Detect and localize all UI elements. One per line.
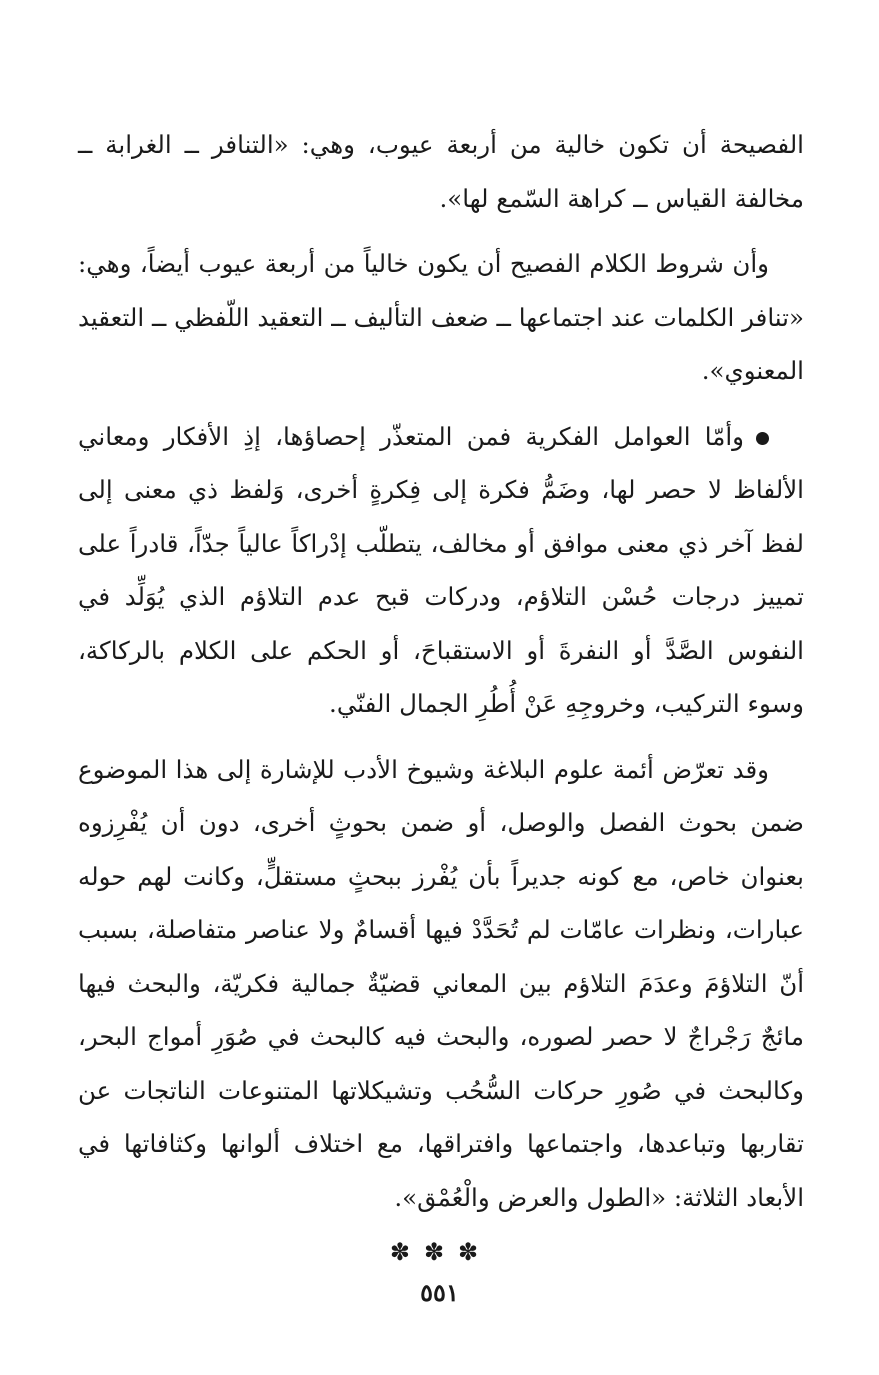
bullet-icon xyxy=(756,432,769,445)
paragraph-4: وقد تعرّض أئمة علوم البلاغة وشيوخ الأدب للإشارة إلى هذا الموضوع ضمن بحوث الفصل والوصل، أو ضمن بحوثٍ أخرى، دون أن يُفْرِزوه بعنوان خاص، مع كونه جديراً بأن يُفْرز ببحثٍ مستقلٍّ، وكانت لهم حوله عبارات، ونظرات عامّات لم تُحَدَّدْ فيها أقسامٌ ولا عناصر متفاصلة، بسبب أنّ التلاؤمَ وعدَمَ التلاؤم بين المعاني قضيّةٌ جمالية فكريّة، والبحث فيها مائجٌ رَجْراجٌ لا حصر لصوره، والبحث فيه كالبحث في صُوَرِ أمواج البحر، وكالبحث في صُورِ حركات السُّحُب وتشيكلاتها المتنوعات الناتجات عن تقاربها وتباعدها، واجتماعها وافتراقها، مع اختلاف ألوانها وكثافاتها في الأبعاد الثلاثة: «الطول والعرض والْعُمْق». xyxy=(78,754,804,1212)
paragraph-2: وأن شروط الكلام الفصيح أن يكون خالياً من أربعة عيوب أيضاً، وهي: «تنافر الكلمات عند اجتماعها ــ ضعف التأليف ــ التعقيد اللّفظي ــ التعقيد المعنوي». xyxy=(78,249,804,385)
paragraph-3 xyxy=(78,410,804,731)
paragraph-1: الفصيحة أن تكون خالية من أربعة عيوب، وهي: «التنافر ــ الغرابة ــ مخالفة القياس ــ كراهة السّمع لها». xyxy=(78,130,804,213)
paragraph-3-text: وأمّا العوامل الفكرية فمن المتعذّر إحصاؤها، إذِ الأفكار ومعاني الألفاظ لا حصر لها، وضَمُّ فكرة إلى فِكرةٍ أخرى، وَلفظ ذي معنى إلى لفظ آخر ذي معنى موافق أو مخالف، يتطلّب إدْراكاً عالياً جدّاً، قادراً على تمييز درجات حُسْن التلاؤم، ودركات قبح عدم التلاؤم الذي يُوَلِّد في النفوس الصَّدَّ أو النفرةَ أو الاستقباحَ، أو الحكم على الكلام بالركاكة، وسوء التركيب، وخروجِهِ عَنْ أُطُرِ الجمال الفنّي. xyxy=(78,421,804,718)
page-number: ٥٥١ xyxy=(420,1278,459,1307)
section-separator: ✽✽✽ xyxy=(389,1238,493,1266)
page-body xyxy=(78,118,804,1266)
